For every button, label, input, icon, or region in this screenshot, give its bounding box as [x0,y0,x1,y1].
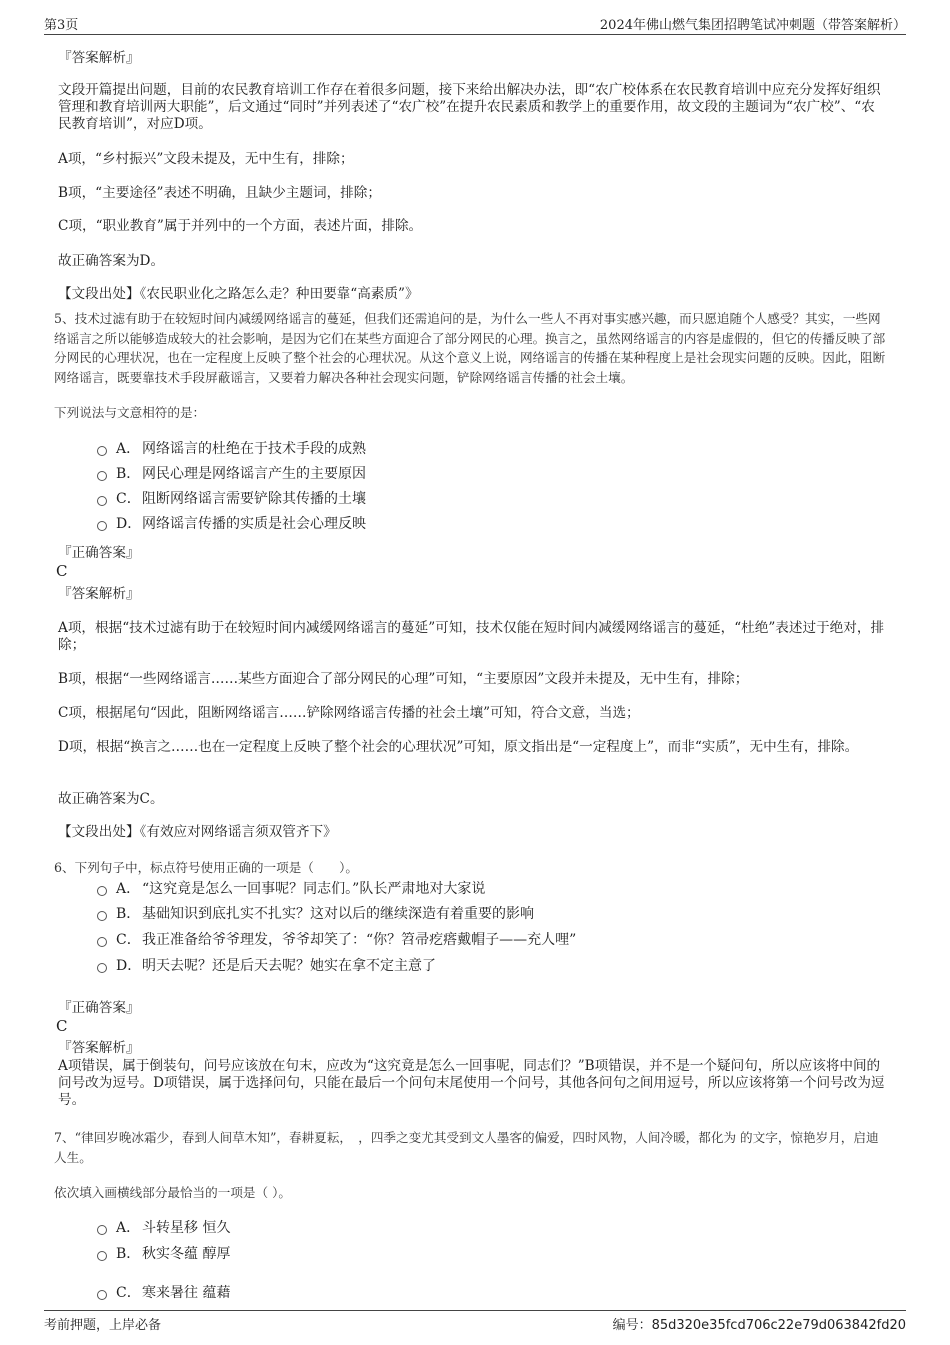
q6-option-c[interactable] [96,931,576,949]
page-number: 第3页 [44,18,79,33]
q4-item-b: B项，“主要途径”表述不明确，且缺少主题词，排除； [58,185,381,201]
radio-icon[interactable] [97,446,107,456]
option-text: 明天去呢？还是后天去呢？她实在拿不定主意了 [142,958,436,974]
q5-conclusion: 故正确答案为C。 [58,791,164,807]
q5-item-d: D项，根据“换言之……也在一定程度上反映了整个社会的心理状况”可知，原文指出是“一定程度上”，而非“实质”，无中生有，排除。 [58,739,859,755]
document-title: 2024年佛山燃气集团招聘笔试冲刺题（带答案解析） [599,18,906,33]
option-letter: B． [116,466,141,482]
q5-answer: C [56,562,68,580]
radio-icon[interactable] [97,886,107,896]
radio-icon[interactable] [97,937,107,947]
q5-option-b[interactable] [96,465,366,483]
q7-prompt: 依次填入画横线部分最恰当的一项是（ ）。 [54,1185,291,1200]
q5-item-c: C项，根据尾句“因此，阻断网络谣言……铲除网络谣言传播的社会土壤”可知，符合文意，当选； [58,705,640,721]
q6-answer: C [56,1017,68,1035]
option-text: 秋实冬蕴 醇厚 [142,1246,231,1262]
radio-icon[interactable] [97,1225,107,1235]
radio-icon[interactable] [97,521,107,531]
q7-option-a[interactable] [96,1219,230,1237]
option-letter: A． [116,441,141,457]
option-letter: B． [116,1246,141,1262]
q5-source: 【文段出处】《有效应对网络谣言须双管齐下》 [58,824,337,840]
option-letter: C． [116,491,141,507]
header-divider [44,34,906,35]
q5-prompt: 下列说法与文意相符的是： [54,405,206,420]
footer-code [613,1314,906,1333]
q5-option-d[interactable] [96,515,366,533]
q4-analysis-heading: 『答案解析』 [58,50,140,66]
option-letter: A． [116,881,141,897]
q4-item-c: C项，“职业教育”属于并列中的一个方面，表述片面，排除。 [58,218,423,234]
radio-icon[interactable] [97,471,107,481]
q7-stem: 7、“律回岁晚冰霜少，春到人间草木知”，春耕夏耘， ，四季之变尤其受到文人墨客的偏爱，四时风物，人间冷暖，都化为 的文字，惊艳岁月，启迪人生。 [54,1130,879,1165]
option-text: 网络谣言传播的实质是社会心理反映 [142,516,366,532]
radio-icon[interactable] [97,963,107,973]
radio-icon[interactable] [97,1290,107,1300]
option-letter: C． [116,1285,141,1301]
q6-stem: 6、下列句子中，标点符号使用正确的一项是（ ）。 [54,860,358,875]
option-text: 我正准备给爷爷理发，爷爷却笑了：“你？笤帚疙瘩戴帽子——充人哩” [142,932,577,948]
q7-option-b[interactable] [96,1245,230,1263]
q5-answer-heading: 『正确答案』 [58,545,140,561]
q4-item-a: A项，“乡村振兴”文段未提及，无中生有，排除； [58,151,354,167]
q5-option-c[interactable] [96,490,366,508]
radio-icon[interactable] [97,1251,107,1261]
q4-source: 【文段出处】《农民职业化之路怎么走？种田要靠“高素质”》 [58,286,419,302]
option-text: “这究竟是怎么一回事呢？同志们。”队长严肃地对大家说 [142,881,486,897]
q5-item-a: A项，根据“技术过滤有助于在较短时间内减缓网络谣言的蔓延”可知，技术仅能在短时间内减缓网络谣言的蔓延，“杜绝”表述过于绝对，排除； [58,620,885,653]
q4-analysis-text: 文段开篇提出问题，目前的农民教育培训工作存在着很多问题，接下来给出解决办法，即“农广校体系在农民教育培训中应充分发挥好组织管理和教育培训两大职能”，后文通过“同时”并列表述了“农广校”在提升农民素质和教学上的重要作用，故文段的主题词为“农广校”、“农民教育培训”，对应D项。 [58,82,881,132]
footer-code-value: 85d320e35fcd706c22e79d063842fd20 [651,1318,906,1333]
q5-item-b: B项，根据“一些网络谣言……某些方面迎合了部分网民的心理”可知，“主要原因”文段并未提及，无中生有，排除； [58,671,749,687]
radio-icon[interactable] [97,496,107,506]
option-letter: D． [116,958,142,974]
option-text: 网民心理是网络谣言产生的主要原因 [142,466,366,482]
q6-analysis-text: A项错误，属于倒装句，问号应该放在句末，应改为“这究竟是怎么一回事呢，同志们？”B项错误，并不是一个疑问句，所以应该将中间的问号改为逗号。D项错误，属于选择问句，只能在最后一个问句末尾使用一个问号，其他各问句之间用逗号，所以应该将第一个问号改为逗号。 [58,1058,885,1108]
option-letter: D． [116,516,142,532]
radio-icon[interactable] [97,911,107,921]
q6-option-d[interactable] [96,957,436,975]
option-text: 基础知识到底扎实不扎实？这对以后的继续深造有着重要的影响 [142,906,534,922]
option-text: 网络谣言的杜绝在于技术手段的成熟 [142,441,366,457]
q4-conclusion: 故正确答案为D。 [58,253,165,269]
option-letter: A． [116,1220,141,1236]
footer-divider [44,1310,906,1311]
q5-option-a[interactable] [96,440,366,458]
option-letter: C． [116,932,141,948]
q6-answer-heading: 『正确答案』 [58,1000,140,1016]
option-text: 阻断网络谣言需要铲除其传播的土壤 [142,491,366,507]
footer-code-label: 编号： [612,1318,652,1333]
option-letter: B． [116,906,141,922]
footer-slogan: 考前押题，上岸必备 [44,1318,162,1333]
q6-option-a[interactable] [96,880,485,898]
q5-stem: 5、技术过滤有助于在较短时间内减缓网络谣言的蔓延，但我们还需追问的是，为什么一些人不再对事实感兴趣，而只愿追随个人感受？其实，一些网络谣言之所以能够造成较大的社会影响，是因为它们在某些方面迎合了部分网民的心理。换言之，虽然网络谣言的内容是虚假的，但它的传播反映了部分网民的心理状况，也在一定程度上反映了整个社会的心理状况。从这个意义上说，网络谣言的传播在某种程度上是社会现实问题的反映。因此，阻断网络谣言，既要靠技术手段屏蔽谣言，又要着力解决各种社会现实问题，铲除网络谣言传播的社会土壤。 [54,311,886,385]
option-text: 斗转星移 恒久 [142,1220,231,1236]
option-text: 寒来暑往 蕴藉 [142,1285,231,1301]
q5-analysis-heading: 『答案解析』 [58,586,140,602]
q6-option-b[interactable] [96,905,534,923]
q7-option-c[interactable] [96,1284,230,1302]
q6-analysis-heading: 『答案解析』 [58,1040,140,1056]
